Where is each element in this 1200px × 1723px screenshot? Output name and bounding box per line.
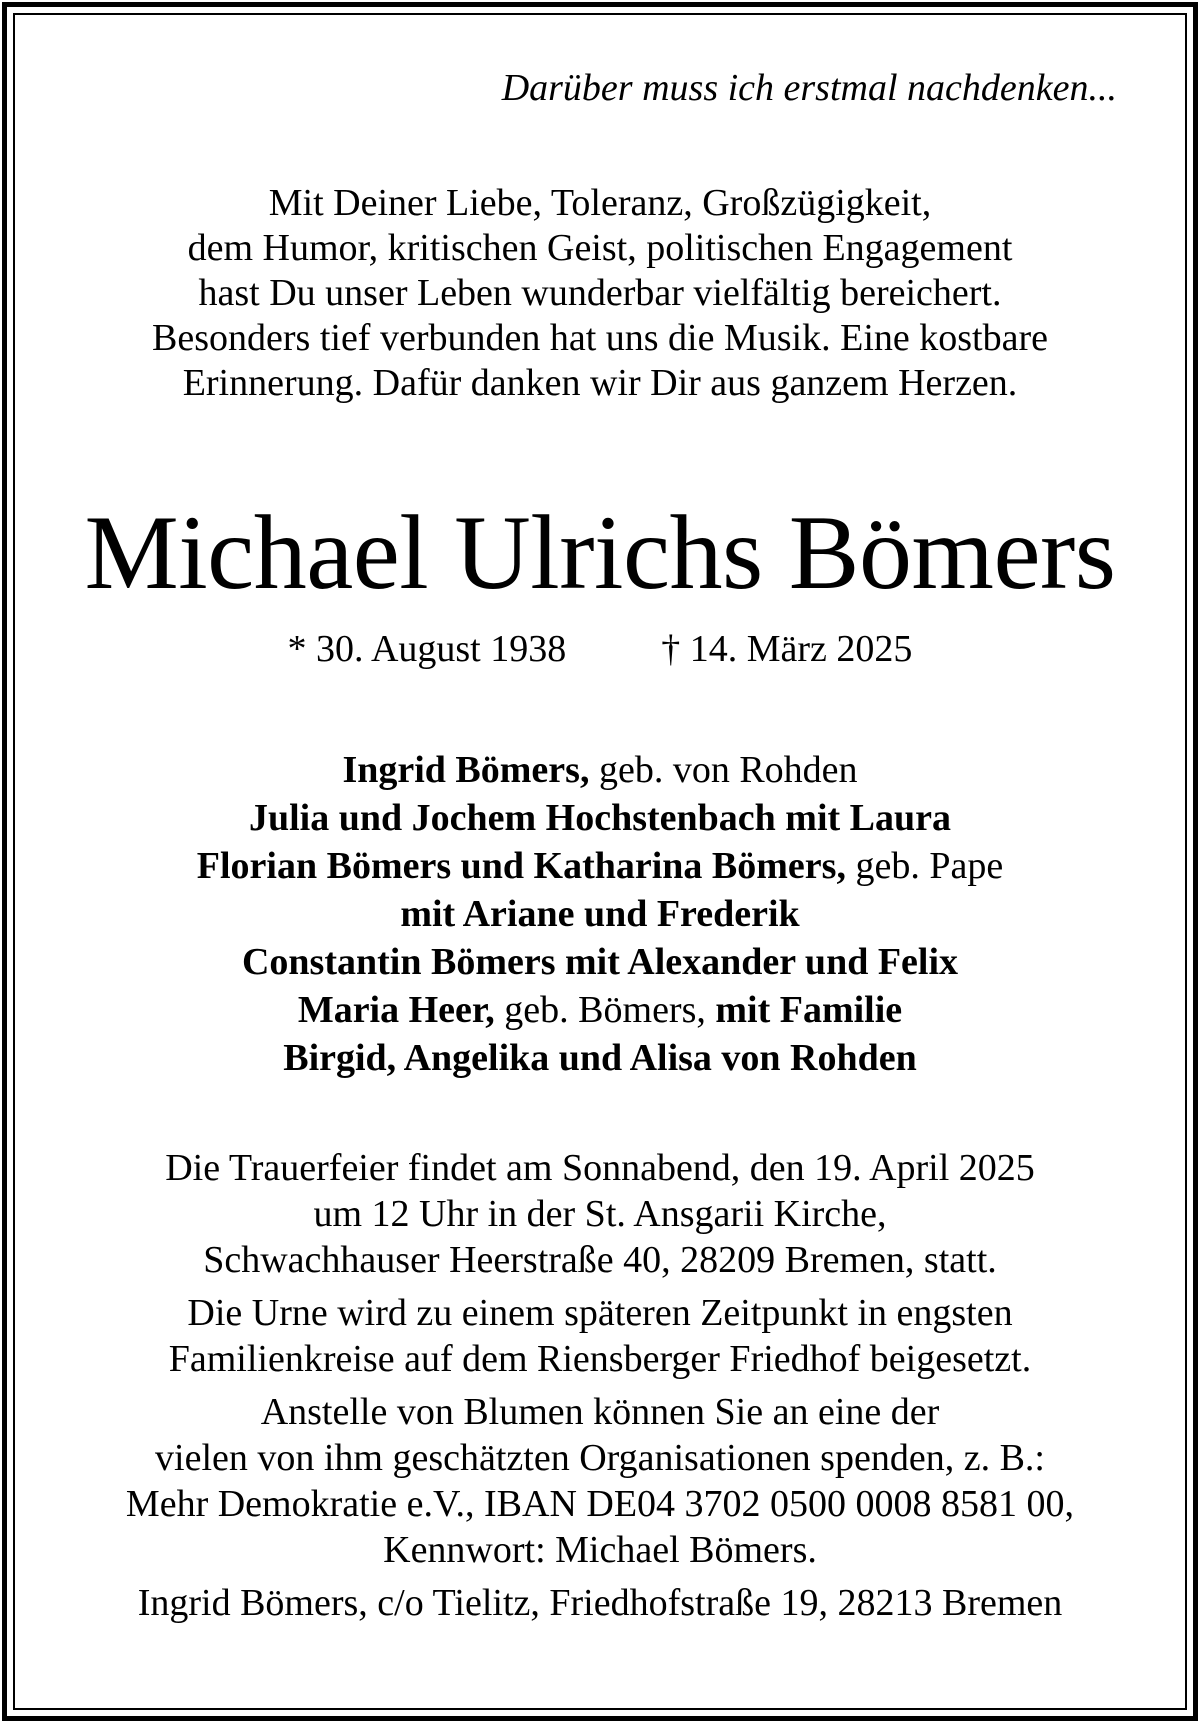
mourner-line: Florian Bömers und Katharina Bömers, geb. Pape [196,845,1004,887]
tribute-line: dem Humor, kritischen Geist, politischen Engagement [187,227,1013,269]
birth-date: * 30. August 1938 [287,628,567,670]
contact-address: Ingrid Bömers, c/o Tielitz, Friedhofstraße 19, 28213 Bremen [137,1582,1063,1624]
tribute-line: hast Du unser Leben wunderbar vielfältig bereichert. [198,272,1002,314]
donation-details: Anstelle von Blumen können Sie an eine der vielen von ihm geschätzten Organisationen spenden, z. B.: Mehr Demokratie e.V., IBAN DE04 3702 0500 0008 8581 00, Kennwort: Michael Bömers. [125,1391,1075,1571]
funeral-details: Die Trauerfeier findet am Sonnabend, den 19. April 2025 um 12 Uhr in der St. Ansgarii Kirche, Schwachhauser Heerstraße 40, 28209 Bremen, statt. [165,1147,1035,1281]
mourner-line: mit Ariane und Frederik [400,893,800,935]
tribute-line: Erinnerung. Dafür danken wir Dir aus ganzem Herzen. [182,362,1018,404]
mourner-line: Julia und Jochem Hochstenbach mit Laura [248,797,952,839]
motto: Darüber muss ich erstmal nachdenken... [501,67,1117,109]
mourners-list [15,746,1185,1082]
burial-details: Die Urne wird zu einem späteren Zeitpunkt in engsten Familienkreise auf dem Riensberger Friedhof beigesetzt. [168,1292,1032,1380]
mourner-line: Ingrid Bömers, geb. von Rohden [342,749,858,791]
ceremony-info [15,1145,1185,1633]
tribute-text [15,181,1185,406]
tribute-line: Mit Deiner Liebe, Toleranz, Großzügigkeit, [268,182,932,224]
life-dates [15,630,1185,668]
mourner-line: Maria Heer, geb. Bömers, mit Familie [297,989,903,1031]
mourner-line: Birgid, Angelika und Alisa von Rohden [283,1037,917,1079]
obituary-notice [15,15,1185,1708]
death-date: † 14. März 2025 [661,628,913,670]
tribute-line: Besonders tief verbunden hat uns die Musik. Eine kostbare [152,317,1048,359]
deceased-name: Michael Ulrichs Bömers [84,494,1116,611]
mourner-line: Constantin Bömers mit Alexander und Felix [241,941,959,983]
